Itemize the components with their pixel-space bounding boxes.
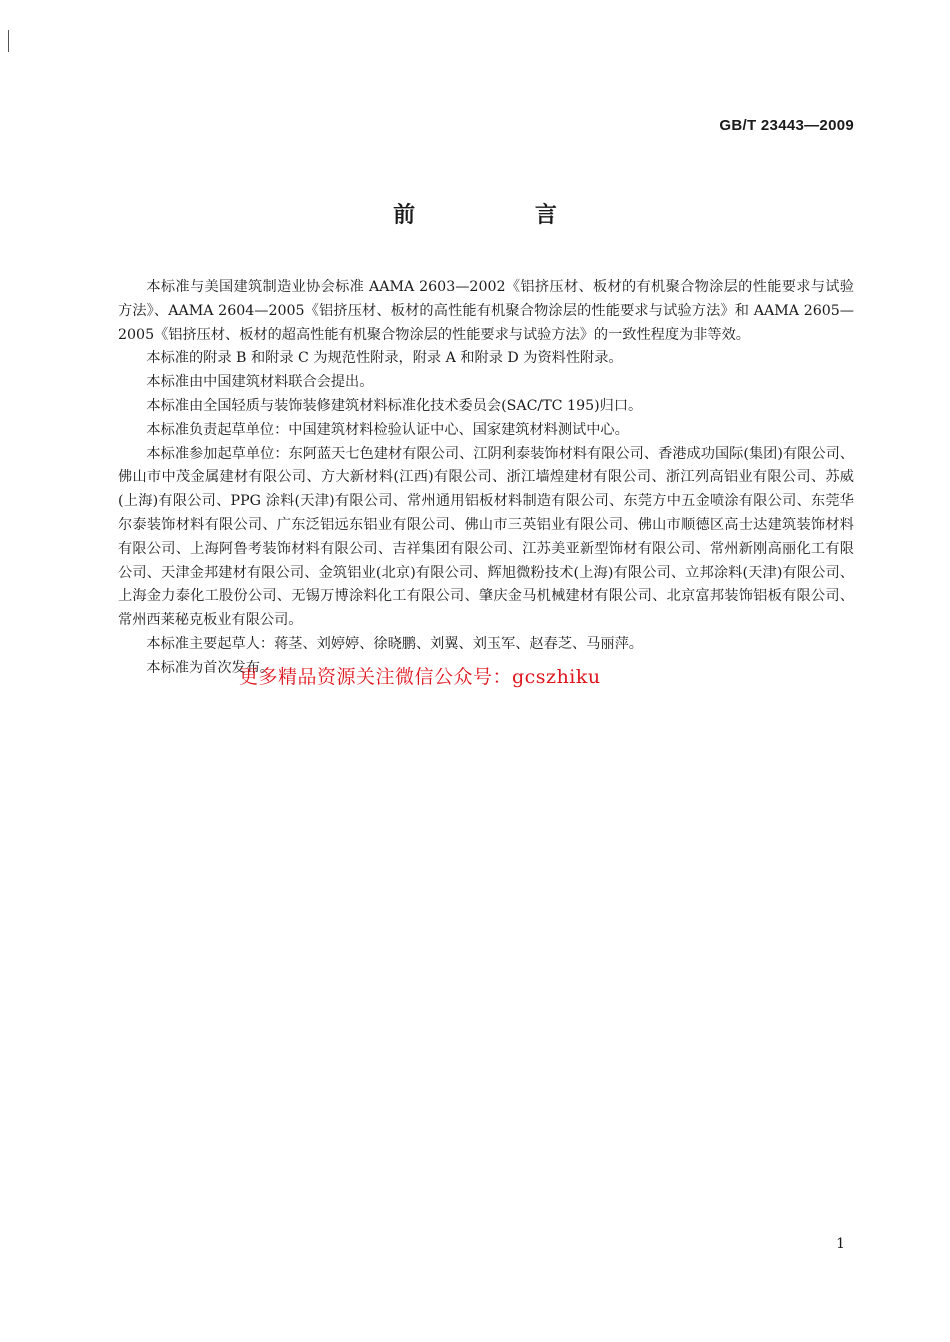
- paragraph-administration: 本标准由全国轻质与装饰装修建筑材料标准化技术委员会(SAC/TC 195)归口。: [146, 397, 643, 414]
- paragraph-proposer: 本标准由中国建筑材料联合会提出。: [146, 374, 374, 391]
- scan-edge-mark: [8, 30, 9, 52]
- paragraph-first-release: 本标准为首次发布。: [146, 659, 275, 676]
- watermark-overlay: 更多精品资源关注微信公众号：gcszhiku: [239, 666, 601, 688]
- document-body: [118, 276, 854, 681]
- paragraph-main-drafters: 本标准主要起草人：蒋茎、刘婷婷、徐晓鹏、刘翼、刘玉军、赵春芝、马丽萍。: [146, 635, 643, 652]
- standard-code: GB/T 23443—2009: [719, 117, 854, 134]
- paragraph-lead-drafters: 本标准负责起草单位：中国建筑材料检验认证中心、国家建筑材料测试中心。: [146, 421, 629, 438]
- paragraph-annexes: 本标准的附录 B 和附录 C 为规范性附录，附录 A 和附录 D 为资料性附录。: [146, 350, 623, 367]
- page-number: 1: [836, 1236, 845, 1252]
- paragraph-equivalence: 本标准与美国建筑制造业协会标准 AAMA 2603—2002《铝挤压材、板材的有机聚合物涂层的性能要求与试验方法》、AAMA 2604—2005《铝挤压材、板材的高性能有机聚合物涂层的性能要求与试验方法》和 AAMA 2605—2005《铝挤压材、板材的超高性能有机聚合物涂层的性能要求与试验方法》的一致性程度为非等效。: [118, 279, 854, 343]
- paragraph-participating-drafters: 本标准参加起草单位：东阿蓝天七色建材有限公司、江阴利泰装饰材料有限公司、香港成功国际(集团)有限公司、佛山市中茂金属建材有限公司、方大新材料(江西)有限公司、浙江墙煌建材有限公司、浙江列高铝业有限公司、苏威(上海)有限公司、PPG 涂料(天津)有限公司、常州通用铝板材料制造有限公司、东莞方中五金喷涂有限公司、东莞华尔泰装饰材料有限公司、广东泛铝远东铝业有限公司、佛山市三英铝业有限公司、佛山市顺德区高士达建筑装饰材料有限公司、上海阿鲁考装饰材料有限公司、吉祥集团有限公司、江苏美亚新型饰材有限公司、常州新刚高丽化工有限公司、天津金邦建材有限公司、金筑铝业(北京)有限公司、辉旭微粉技术(上海)有限公司、立邦涂料(天津)有限公司、上海金力泰化工股份公司、无锡万博涂料化工有限公司、肇庆金马机械建材有限公司、北京富邦装饰铝板有限公司、常州西莱秘克板业有限公司。: [118, 445, 854, 629]
- page-title: 前 言: [393, 203, 613, 228]
